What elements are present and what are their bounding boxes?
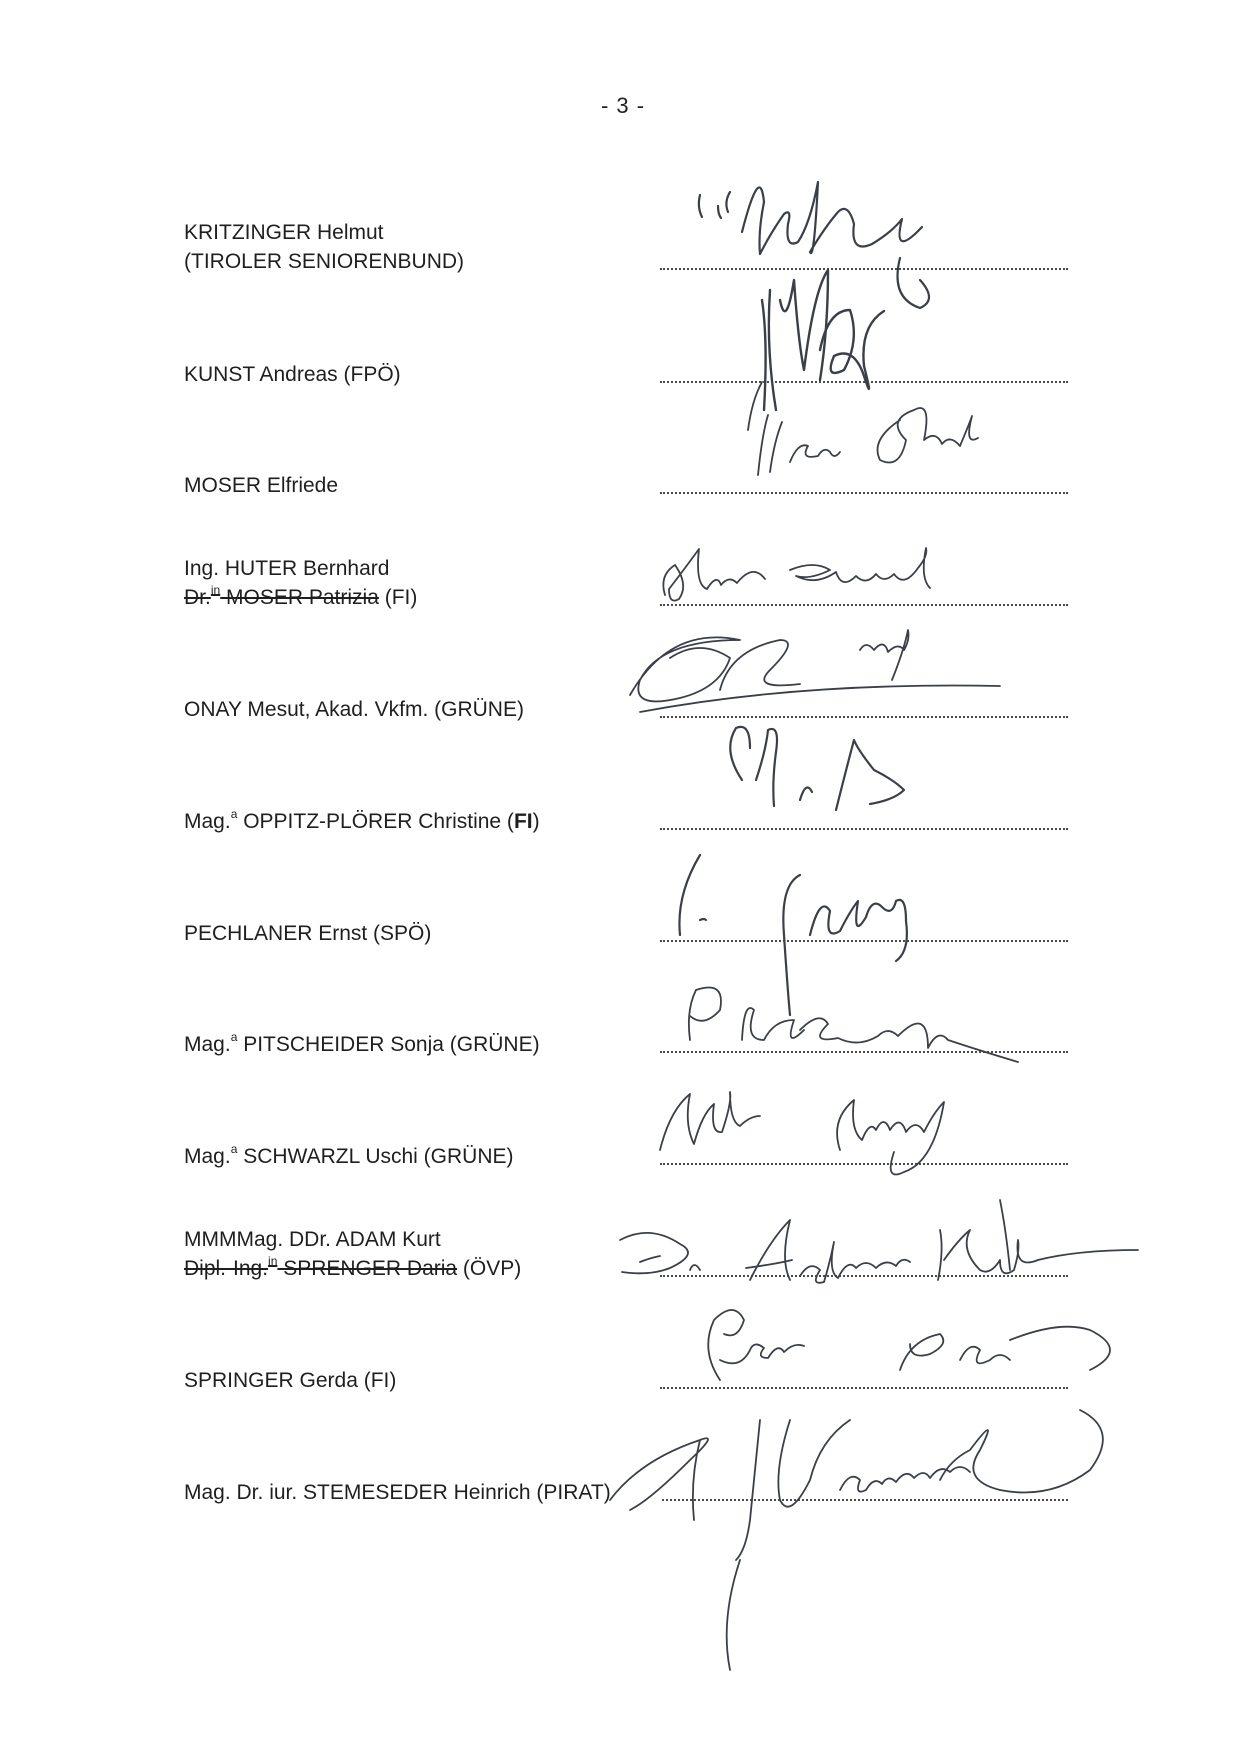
signatory-name xyxy=(184,1030,540,1059)
signatory-name-line: PECHLANER Ernst (SPÖ) xyxy=(184,922,432,945)
signatory-name-line: MMMMag. DDr. ADAM Kurt xyxy=(184,1228,441,1251)
signatory-row-oppitz-ploerer xyxy=(184,756,1084,836)
signature-line xyxy=(660,1051,1068,1053)
signatory-row-moser xyxy=(184,420,1084,500)
struck-name: Dr.$^{in}$ MOSER Patrizia xyxy=(184,583,379,609)
signatory-row-onay xyxy=(184,644,1084,724)
signatory-affiliation-line: (TIROLER SENIORENBUND) xyxy=(184,250,465,273)
signatory-row-kritzinger xyxy=(184,196,1084,276)
signatory-row-huter xyxy=(184,532,1084,612)
signature-line xyxy=(660,940,1068,942)
signatory-name xyxy=(184,218,464,276)
signature-line xyxy=(660,828,1068,830)
signature-line xyxy=(660,268,1068,270)
signatory-replaced-line: Dipl.-Ing.$^{in}$ SPRENGER Daria (ÖVP) xyxy=(184,1254,522,1280)
signature-line xyxy=(660,1387,1068,1389)
signature-line xyxy=(660,716,1068,718)
signatory-name-line: Mag. Dr. iur. STEMESEDER Heinrich (PIRAT) xyxy=(184,1481,611,1504)
signatory-row-schwarzl xyxy=(184,1091,1084,1171)
signatory-name xyxy=(184,1478,611,1507)
signatory-row-pechlaner xyxy=(184,868,1084,948)
signatory-row-springer xyxy=(184,1315,1084,1395)
struck-name: Dipl.-Ing.$^{in}$ SPRENGER Daria xyxy=(184,1254,458,1280)
signatory-name xyxy=(184,1225,521,1283)
signatory-name xyxy=(184,471,338,500)
signatory-name xyxy=(184,1366,396,1395)
signatory-name-line: Ing. HUTER Bernhard xyxy=(184,557,390,580)
signature-line xyxy=(660,1275,1068,1277)
signatory-name xyxy=(184,919,431,948)
signature-line xyxy=(660,1163,1068,1165)
signatory-row-stemeseder xyxy=(184,1427,1084,1507)
signature-line xyxy=(660,604,1068,606)
signatory-row-kunst xyxy=(184,309,1084,389)
signatory-name xyxy=(184,360,401,389)
page-number: - 3 - xyxy=(600,93,646,118)
signature-line xyxy=(662,1499,1068,1501)
signatory-name xyxy=(184,807,540,836)
signatory-name-line: Mag.$^a$ OPPITZ-PLÖRER Christine (FI) xyxy=(184,807,540,833)
signatory-row-pitscheider xyxy=(184,979,1084,1059)
signatory-name-line: SPRINGER Gerda (FI) xyxy=(184,1369,397,1392)
signature-line xyxy=(660,381,1068,383)
signatory-name xyxy=(184,1142,514,1171)
signatory-name xyxy=(184,554,417,612)
signatory-name-line: MOSER Elfriede xyxy=(184,474,339,497)
signature-line xyxy=(660,492,1068,494)
signatory-name-line: KUNST Andreas (FPÖ) xyxy=(184,363,401,386)
signatory-name xyxy=(184,695,524,724)
signatory-row-adam xyxy=(184,1203,1084,1283)
signatory-name-line: Mag.$^a$ SCHWARZL Uschi (GRÜNE) xyxy=(184,1142,514,1168)
signatory-replaced-line: Dr.$^{in}$ MOSER Patrizia (FI) xyxy=(184,583,418,609)
signatory-name-line: Mag.$^a$ PITSCHEIDER Sonja (GRÜNE) xyxy=(184,1030,540,1056)
signatory-name-line: KRITZINGER Helmut xyxy=(184,221,384,244)
signatory-name-line: ONAY Mesut, Akad. Vkfm. (GRÜNE) xyxy=(184,698,524,721)
